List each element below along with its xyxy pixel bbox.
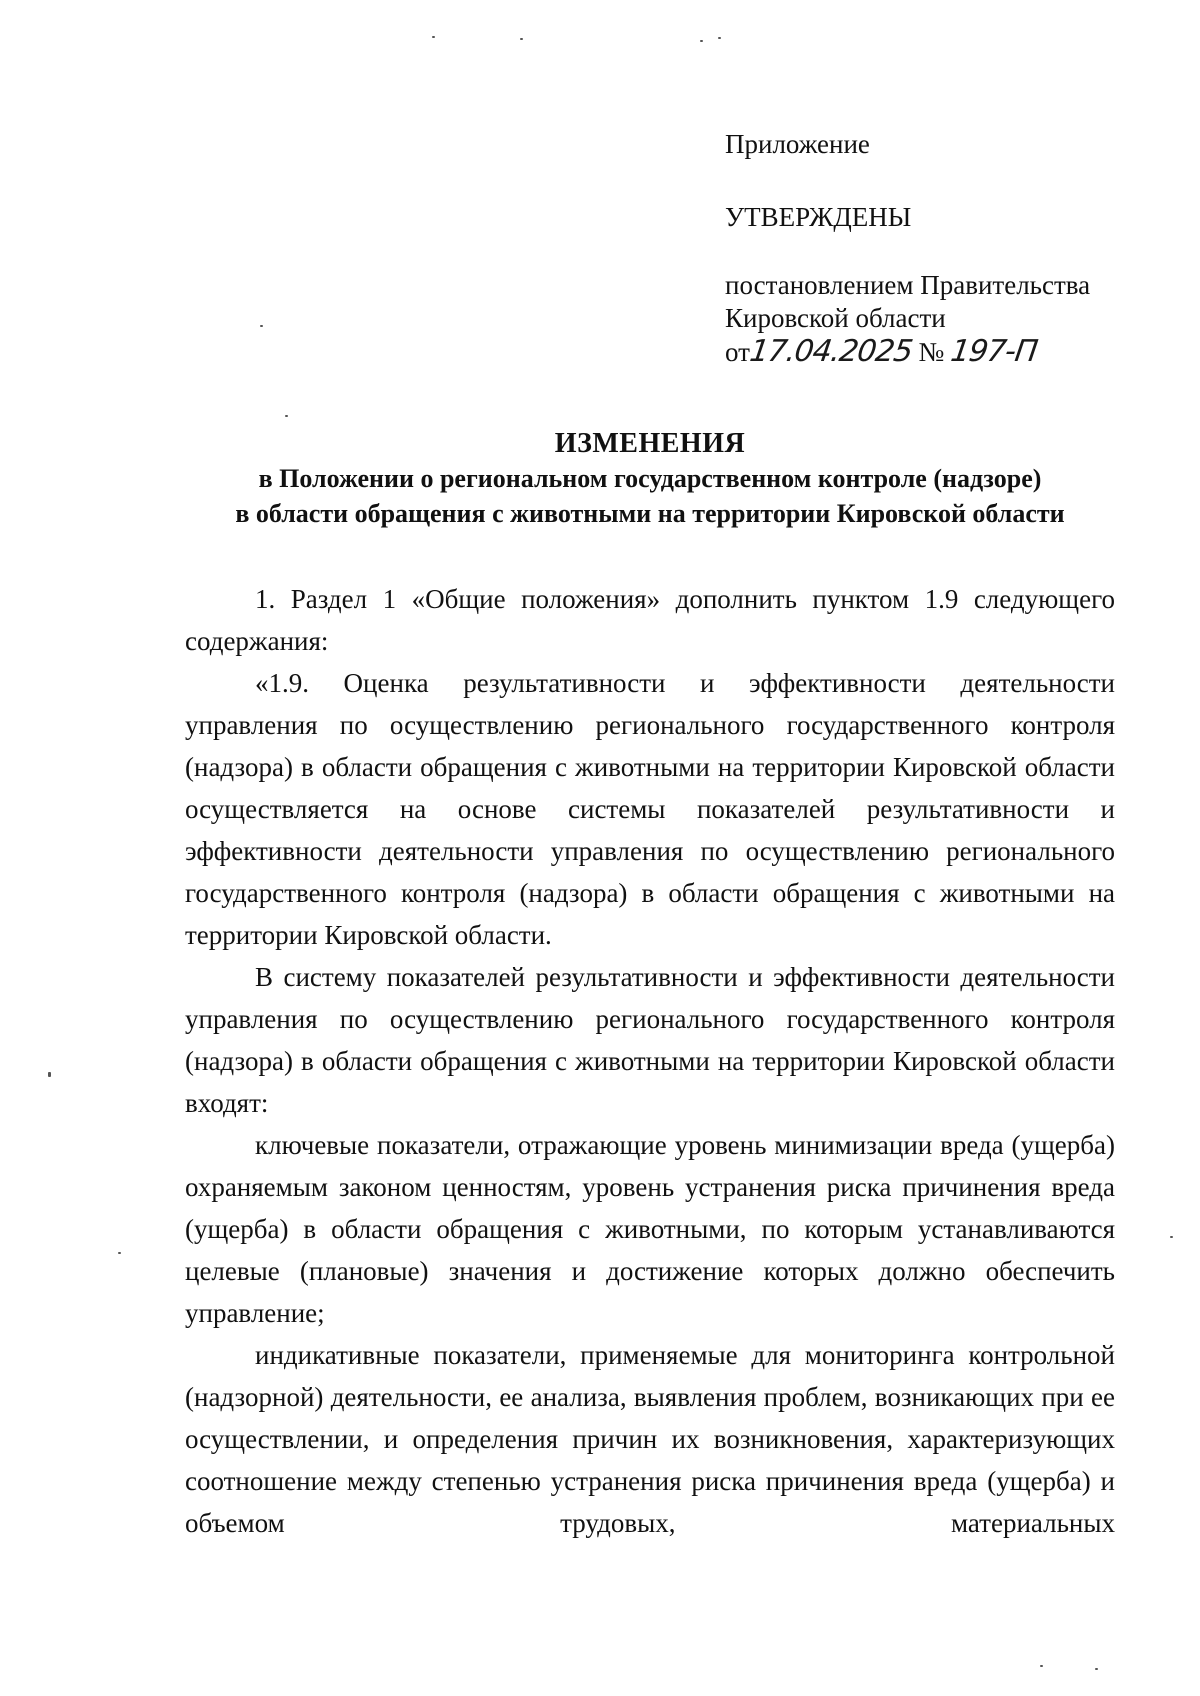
title-main: ИЗМЕНЕНИЯ — [554, 428, 746, 459]
paragraph-1: 1. Раздел 1 «Общие положения» дополнить пунктом 1.9 следующего содержания: — [185, 584, 1115, 656]
document-title — [150, 426, 1150, 531]
title-subtitle-line2: в области обращения с животными на территории Кировской области — [235, 499, 1065, 528]
scan-speck — [260, 325, 263, 327]
approval-block — [725, 128, 1165, 369]
scan-speck — [520, 38, 523, 40]
scan-speck — [1170, 1236, 1173, 1238]
paragraph-2: «1.9. Оценка результативности и эффективности деятельности управления по осуществлению регионального государственного контроля (надзора) в области обращения с животными на территории Кировской области осуществляется на основе системы показателей результативности и эффективности деятельности управления по осуществлению регионального государственного контроля (надзора) в области обращения с животными на территории Кировской области. — [185, 668, 1115, 950]
scan-speck — [1040, 1665, 1043, 1667]
paragraph-3: В систему показателей результативности и эффективности деятельности управления по осуществлению регионального государственного контроля (надзора) в области обращения с животными на территории Кировской области входят: — [185, 962, 1115, 1118]
scan-speck — [718, 37, 721, 39]
paragraph-5: индикативные показатели, применяемые для мониторинга контрольной (надзорной) деятельности, ее анализа, выявления проблем, возникающих при ее осуществлении, и определения причин их возникновения, характеризующих соотношение между степенью устранения риска причинения вреда (ущерба) и объемом трудовых, материальных — [185, 1340, 1115, 1538]
paragraph-4: ключевые показатели, отражающие уровень минимизации вреда (ущерба) охраняемым законом ценностям, уровень устранения риска причинения вреда (ущерба) в области обращения с животными, по которым устанавливаются целевые (плановые) значения и достижение которых должно обеспечить управление; — [185, 1130, 1115, 1328]
approved-label: УТВЕРЖДЕНЫ — [725, 202, 912, 232]
handwritten-date: 17.04.2025 — [747, 334, 915, 369]
scan-speck — [432, 36, 435, 38]
approved-by-line2: Кировской области — [725, 303, 946, 333]
scan-speck — [1095, 1668, 1098, 1670]
scan-speck — [118, 1252, 121, 1254]
date-number-line — [725, 335, 1165, 369]
date-prefix: от — [725, 337, 750, 367]
scan-speck — [48, 1072, 51, 1077]
scan-speck — [285, 415, 288, 417]
scan-speck — [700, 40, 703, 42]
title-subtitle-line1: в Положении о региональном государственном контроле (надзоре) — [258, 464, 1042, 493]
document-body — [185, 578, 1115, 1544]
appendix-label: Приложение — [725, 129, 870, 159]
handwritten-number: 197-П — [948, 334, 1040, 369]
number-sign: № — [918, 337, 945, 367]
approved-by-line1: постановлением Правительства — [725, 270, 1091, 300]
